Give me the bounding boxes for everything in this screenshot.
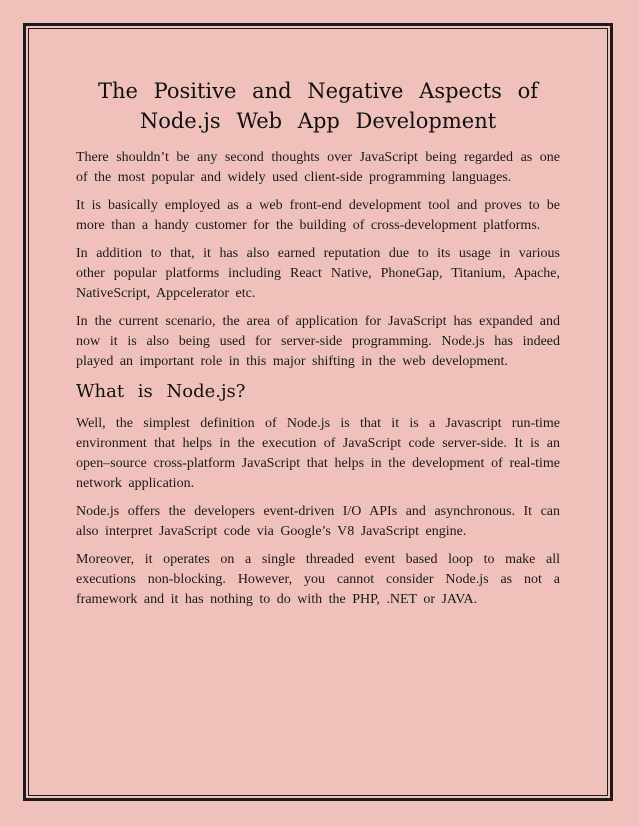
section-paragraph-1: Well, the simplest definition of Node.js is that it is a Javascript run-time environment that helps in the execution of JavaScript code server-side. It is an open–source cross-platform JavaScript that helps in the development of real-time network application. [76, 416, 560, 491]
intro-paragraph-3: In addition to that, it has also earned reputation due to its usage in various other popular platforms including React Native, PhoneGap, Titanium, Apache, NativeScript, Appcelerator etc. [76, 246, 560, 301]
section-paragraph-2: Node.js offers the developers event-driven I/O APIs and asynchronous. It can also interpret JavaScript code via Google’s V8 JavaScript engine. [76, 504, 560, 539]
document-title: The Positive and Negative Aspects of Node.js Web App Development [97, 79, 539, 133]
document-body [76, 76, 560, 618]
intro-paragraph-4: In the current scenario, the area of application for JavaScript has expanded and now it is also being used for server-side programming. Node.js has indeed played an important role in this major shifting in the web development. [76, 314, 560, 369]
intro-paragraph-2: It is basically employed as a web front-end development tool and proves to be more than a handy customer for the building of cross-development platforms. [76, 198, 560, 233]
intro-paragraph-1: There shouldn’t be any second thoughts over JavaScript being regarded as one of the most popular and widely used client-side programming languages. [76, 150, 560, 185]
section-paragraph-3: Moreover, it operates on a single threaded event based loop to make all executions non-blocking. However, you cannot consider Node.js as not a framework and it has nothing to do with the PHP, .NET or JAVA. [76, 552, 560, 607]
section-heading: What is Node.js? [76, 381, 246, 402]
